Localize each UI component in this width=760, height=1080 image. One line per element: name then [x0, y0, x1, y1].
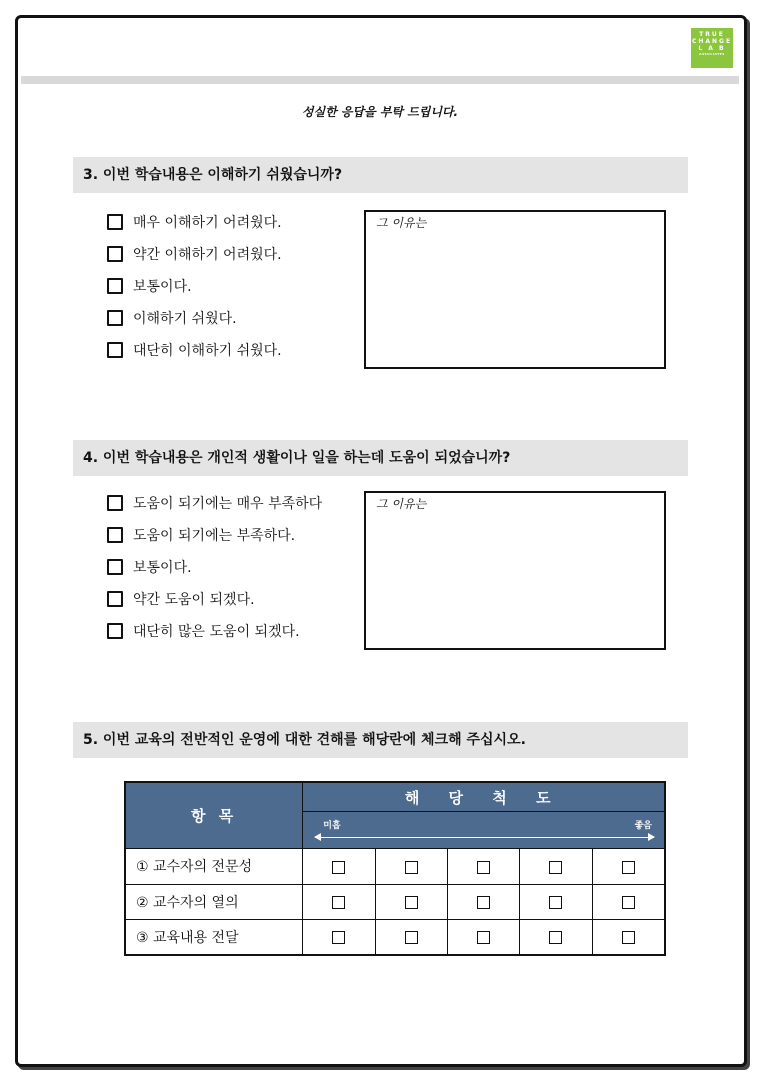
checkbox[interactable]: [107, 623, 123, 639]
rating-table: [124, 781, 666, 956]
q4-option-5-label: 대단히 많은 도움이 되겠다.: [133, 624, 300, 640]
range-low-label: 미흡: [323, 821, 341, 832]
rating-checkbox[interactable]: [332, 896, 345, 909]
checkbox[interactable]: [107, 591, 123, 607]
rating-checkbox[interactable]: [405, 896, 418, 909]
q4-option-3-label: 보통이다.: [133, 560, 192, 576]
header-divider: [21, 76, 739, 84]
row-label: ③ 교육내용 전달: [125, 919, 303, 955]
checkbox[interactable]: [107, 527, 123, 543]
rating-checkbox[interactable]: [477, 861, 490, 874]
scale-range: [303, 812, 665, 849]
double-arrow-icon: [315, 837, 654, 838]
q3-reason-label: 그 이유는: [376, 216, 427, 230]
rating-checkbox[interactable]: [622, 931, 635, 944]
q4-option-3[interactable]: [107, 556, 192, 578]
table-row: [125, 884, 665, 919]
q4-option-1[interactable]: [107, 492, 322, 514]
row-label: ① 교수자의 전문성: [125, 849, 303, 884]
q4-reason-box[interactable]: [364, 491, 666, 650]
q3-option-2[interactable]: [107, 243, 282, 265]
q4-option-1-label: 도움이 되기에는 매우 부족하다: [133, 496, 323, 512]
rating-checkbox[interactable]: [405, 931, 418, 944]
table-row: [125, 919, 665, 955]
q3-option-1[interactable]: [107, 211, 282, 233]
rating-checkbox[interactable]: [622, 861, 635, 874]
q3-option-3[interactable]: [107, 275, 192, 297]
checkbox[interactable]: [107, 342, 123, 358]
rating-checkbox[interactable]: [477, 931, 490, 944]
item-header: 항 목: [125, 782, 303, 849]
rating-checkbox[interactable]: [332, 931, 345, 944]
rating-checkbox[interactable]: [332, 861, 345, 874]
question-5-title: 5. 이번 교육의 전반적인 운영에 대한 견해를 해당란에 체크해 주십시오.: [73, 722, 688, 758]
checkbox[interactable]: [107, 310, 123, 326]
q3-option-1-label: 매우 이해하기 어려웠다.: [133, 215, 282, 231]
q3-option-4-label: 이해하기 쉬웠다.: [133, 311, 237, 327]
q3-option-4[interactable]: [107, 307, 237, 329]
rating-checkbox[interactable]: [405, 861, 418, 874]
rating-checkbox[interactable]: [549, 861, 562, 874]
rating-checkbox[interactable]: [477, 896, 490, 909]
range-high-label: 좋음: [634, 821, 652, 832]
q3-option-3-label: 보통이다.: [133, 279, 192, 295]
q3-option-5-label: 대단히 이해하기 쉬웠다.: [133, 343, 282, 359]
scale-header: 해 당 척 도: [303, 782, 665, 812]
rating-checkbox[interactable]: [622, 896, 635, 909]
row-label: ② 교수자의 열의: [125, 884, 303, 919]
q4-option-2-label: 도움이 되기에는 부족하다.: [133, 528, 296, 544]
true-change-lab-logo: TRUE CHANGE L A B ASSOCIATES: [691, 28, 733, 68]
q4-reason-label: 그 이유는: [376, 497, 427, 511]
checkbox[interactable]: [107, 278, 123, 294]
checkbox[interactable]: [107, 246, 123, 262]
q3-option-2-label: 약간 이해하기 어려웠다.: [133, 247, 282, 263]
q4-option-4-label: 약간 도움이 되겠다.: [133, 592, 255, 608]
checkbox[interactable]: [107, 559, 123, 575]
q4-option-2[interactable]: [107, 524, 295, 546]
q3-reason-box[interactable]: [364, 210, 666, 369]
question-4-title: 4. 이번 학습내용은 개인적 생활이나 일을 하는데 도움이 되었습니까?: [73, 440, 688, 476]
checkbox[interactable]: [107, 495, 123, 511]
checkbox[interactable]: [107, 214, 123, 230]
q3-option-5[interactable]: [107, 339, 282, 361]
rating-checkbox[interactable]: [549, 896, 562, 909]
table-row: [125, 849, 665, 884]
q4-option-5[interactable]: [107, 620, 300, 642]
q4-option-4[interactable]: [107, 588, 255, 610]
rating-checkbox[interactable]: [549, 931, 562, 944]
survey-subtitle: 성실한 응답을 부탁 드립니다.: [301, 105, 459, 119]
question-3-title: 3. 이번 학습내용은 이해하기 쉬웠습니까?: [73, 157, 688, 193]
